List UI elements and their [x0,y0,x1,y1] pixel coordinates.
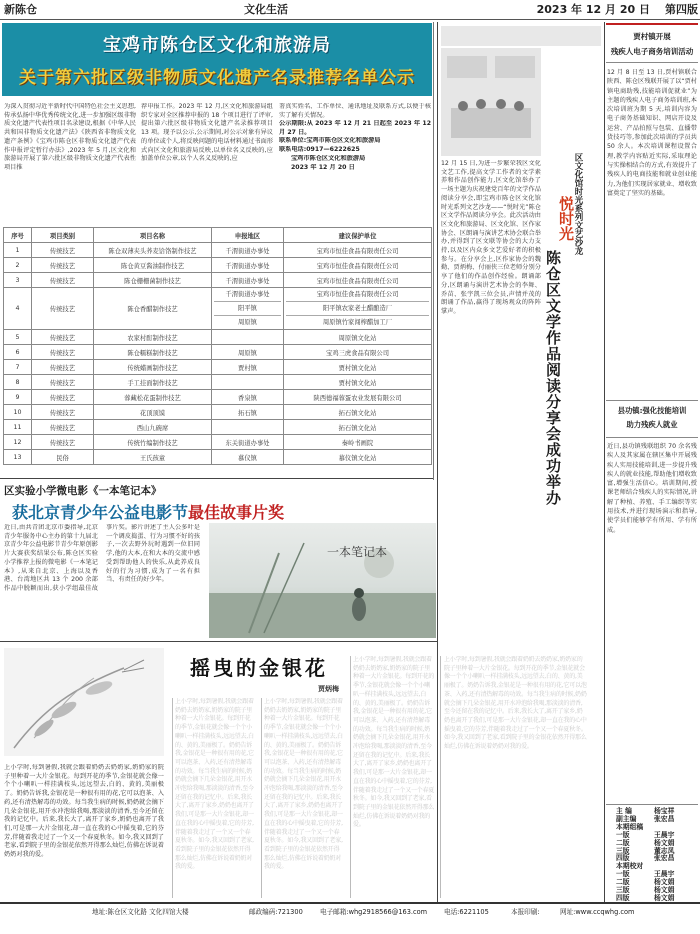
staff-role: 二版 [616,878,630,887]
table-cell: 千渭街道办事处 [212,243,284,258]
table-cell: 周原镇 [212,345,284,360]
section-name: 文化生活 [244,3,288,16]
table-row [4,420,432,435]
lead-banner [2,23,432,96]
table-cell: 8 [4,375,32,390]
col-header: 建议保护单位 [284,228,432,243]
notice-period: 公示期限:从 2023 年 12 月 21 日起至 2023 年 12 月 27 日。 [279,120,431,136]
staff-name: 杨文娟 [654,893,675,902]
table-cell [212,375,284,390]
staff-box [606,804,698,902]
table-cell: 陈仓双薄夹头荞麦饸饹制作技艺 [94,243,212,258]
table-cell: 民俗 [32,450,94,465]
lead-title-line2: 关于第六批区级非物质文化遗产名录推荐名单公示 [19,68,415,88]
footer-email: 电子邮箱:whg2918566@163.com [320,908,428,916]
staff-name: 张宏昌 [654,814,675,823]
table-cell: 传统蜡画制作技艺 [94,360,212,375]
table-cell: 宝鸡三虎食品有限公司 [284,345,432,360]
staff-role: 一版 [616,830,630,839]
paper-name: 新陈仓 [4,3,37,16]
table-cell: 7 [4,360,32,375]
table-cell: 农家村酊制作技艺 [94,330,212,345]
table-cell: 东关街道办事处 [212,435,284,450]
table-cell: 传统技艺 [32,375,94,390]
table-cell: 手工挂面制作技艺 [94,375,212,390]
table-row [4,360,432,375]
table-cell: 13 [4,450,32,465]
table-cell-line: 阳平镇 [214,301,281,315]
footer-address: 地址:陈仓区文化路 文化四馆大楼 [92,908,189,916]
table-cell: 5 [4,330,32,345]
footer [0,906,700,934]
poster-text: 一本笔记本 [327,545,388,559]
xianquan-title: 县功镇:强化技能培训 [617,406,687,415]
lead-body-col3-text: 署真实姓名、工作单位、通讯地址及联系方式,以便于核实了解有关情况。 [279,103,431,119]
table-cell-line: 千渭街道办事处 [225,291,270,298]
lead-body-col2: 荐申报工作。2023 年 12 月,区文化和旅游局组织专家对全区推荐申报的 18 个项目进行了评审,提出第六批区级非物质文化遗产名录推荐项目 13 项。现予以公示,公示期间,对公示对象有异议的单位或个人,将反映问题的电话材料通过书面形式向区文化和旅游局反映,以单位名义反映的,应加盖单位公章,以个人名义反映的,应 [141,103,273,163]
table-row [4,450,432,465]
table-cell [212,420,284,435]
table-cell: 西山九碗席 [94,420,212,435]
contact-unit: 联系单位:宝鸡市陈仓区文化和旅游局 [279,137,381,144]
lead-body-col3 [279,103,431,183]
table-cell-line: 周原镇竹家闯榨醋加工厂 [286,315,429,329]
staff-name: 杨宝祥 [654,807,675,815]
table-header-row [4,228,432,243]
flower-author: 贾炳梅 [318,685,339,693]
table-cell: 陈仓糯糕制作技艺 [94,345,212,360]
staff-role: 本期校对 [616,862,644,871]
table-cell: 周原镇文化站 [284,330,432,345]
masthead [0,0,700,20]
page-number: 第四版 [665,3,698,16]
table-row [4,273,432,288]
feature-photo-top [441,26,601,46]
table-cell: 6 [4,345,32,360]
table-row [4,330,432,345]
table-cell: 陕西德福蓉蛋农业发展有限公司 [284,390,432,405]
film-title-b: 最佳故事片奖 [188,503,285,522]
table-cell: 秦岭书画院 [284,435,432,450]
footer-postcode: 邮政编码:721300 [249,908,303,916]
staff-name: 张宏昌 [654,854,675,863]
table-cell: 拓石镇文化站 [284,405,432,420]
table-cell: 花顶顶馍 [94,405,212,420]
table-cell: 蓉藏松花蛋制作技艺 [94,390,212,405]
feature-title-red: 悦时光 [557,196,575,241]
jincai-body: 12 月 8 日至 13 日,贾村镇联合陕西、陈仓区残联开展了以“贾村镇电商助残,技能培训促就业”为主题的残疾人电子商务培训班,本次培训班为期 5 天,培训内容为电子商务基础知识、网店开设及运营、产品拍照与包装、直播带货技巧等,参加此次培训的学员共 50 余人。本次培训课程设置合理,教学内容贴近实际,采取理论与实操相结合的方式,有效提升了残疾人的电商技能和就业创业能力,为他们实现居家就业、增收致富奠定了坚实的基础。 [607,69,697,197]
issue-date: 2023 年 12 月 20 日 [536,3,650,16]
staff-name: 董志凤 [654,846,675,855]
table-cell-line: 阳平镇农家老土醋酿造厂 [286,301,429,315]
col-header: 项目类别 [32,228,94,243]
flower-decoration [4,648,164,756]
table-body [4,243,432,465]
table-cell: 传统技艺 [32,405,94,420]
table-row [4,288,432,330]
table-row [4,405,432,420]
xianquan-body: 近日,县功镇残联组织 70 余名残疾人及其家属在辖区集中开展残疾人实用技能培训,进一步提升残疾人的就业技能,帮助他们增收致富,增强生活信心。培训期间,授课老师结合残疾人的实际情况,讲解了种植、养殖、手工编织等实用技术,并进行现场演示和指导,使学员们能够学有所用、学有所成。 [607,443,697,534]
lead-title-line1: 宝鸡市陈仓区文化和旅游局 [103,35,331,56]
table-cell: 1 [4,243,32,258]
col-header: 申报地区 [212,228,284,243]
table-cell: 香泉镇 [212,390,284,405]
table-cell: 贾村镇 [212,360,284,375]
table-cell: 10 [4,405,32,420]
table-cell: 传统技艺 [32,345,94,360]
heritage-table [3,227,432,465]
flower-body: 上小学时,每到暑假,我就会跟着奶奶去奶奶家,奶奶家的院子里种着一大片金银花。每到开花的季节,金银花就会像一个个小喇叭一样挂满枝头,远远望去,白的、黄的,美丽极了。奶奶告诉我,金银花是一种很有用的花,它可以泡茶、入药,还有清热解毒的功效。每当我生病的时候,奶奶就会摘下几朵金银花,用开水冲泡给我喝,那淡淡的清香,至今还留在我的记忆中。后来,我长大了,离开了家乡,奶奶也离开了我们,可是那一大片金银花,却一直在我的心中摇曳着,它的芬芳,伴随着我走过了一个又一个春夏秋冬。如今,我又回到了老家,看到院子里的金银花依然开得那么灿烂,仿佛在诉说着奶奶对我的爱。 [4,764,164,859]
staff-role: 三版 [616,846,630,855]
lead-body-col1: 为深入贯彻习近平新时代中国特色社会主义思想,传承弘扬中华优秀传统文化,进一步加强区级非物质文化遗产代表性项目名录建设,根据《中华人民共和国非物质文化遗产法》《陕西省非物质文化遗产条例》《宝鸡市陈仓区非物质文化遗产代表作申报评定暂行办法》,2023 年 5 月,区文化和旅游局开展了第六批区级非物质文化遗产代表性项目推 [4,103,136,171]
table-cell: 慕仪镇文化站 [284,450,432,465]
table-cell: 宝鸡市恒佳食品有限责任公司 [284,273,432,288]
feature-body-ext [441,48,541,156]
col-header: 序号 [4,228,32,243]
flower-title: 摇曳的金银花 [190,656,328,680]
table-cell: 传统技艺 [32,330,94,345]
staff-name: 杨文娟 [654,886,675,895]
table-cell: 拓石镇 [212,405,284,420]
table-cell: 贾村镇文化站 [284,375,432,390]
feature-label: 区文化馆时光系列文艺沙龙 [573,153,583,255]
table-row [4,435,432,450]
table-cell: 宝鸡市恒佳食品有限责任公司 [284,258,432,273]
staff-list [606,805,698,903]
table-cell-line: 周原镇 [214,315,281,329]
table-cell: 陈仓黄豆酱油制作技艺 [94,258,212,273]
staff-role: 四版 [616,854,630,863]
staff-role: 三版 [616,886,630,895]
table-cell: 拓石镇文化站 [284,420,432,435]
table-cell: 4 [4,288,32,330]
staff-role: 四版 [616,893,630,902]
flower-illustration [4,648,164,756]
film-title [12,500,284,523]
table-cell: 3 [4,273,32,288]
flower-col5: 上小学时,每到暑假,我就会跟着奶奶去奶奶家,奶奶家的院子里种着一大片金银花。每到开花的季节,金银花就会像一个个小喇叭一样挂满枝头,远远望去,白的、黄的,美丽极了。奶奶告诉我,金银花是一种很有用的花,它可以泡茶、入药,还有清热解毒的功效。每当我生病的时候,奶奶就会摘下几朵金银花,用开水冲泡给我喝,那淡淡的清香,至今还留在我的记忆中。后来,我长大了,离开了家乡,奶奶也离开了我们,可是那一大片金银花,却一直在我的心中摇曳着,它的芬芳,伴随着我走过了一个又一个春夏秋冬。如今,我又回到了老家,看到院子里的金银花依然开得那么灿烂,仿佛在诉说着奶奶对我的爱。 [440,656,588,898]
film-title-a: 获北京青少年公益电影节 [12,503,189,522]
table-cell: 2 [4,258,32,273]
table-cell [212,288,284,330]
film-body: 近日,由共青团北京市委指导,北京青少年服务中心主办的第十九届北京青少年公益电影节青少年原创影片大赛获奖结果公布,陈仓区实验小学推荐上报的微电影《一本笔记本》,从来自北京、上海以及香港、台湾地区共 13 个 200 余部作品中脱颖而出,获小学组最佳故事片奖。影片讲述了主人公多叶是一个调皮捣蛋、行为习惯不好的孩子,一次去野外玩时遇到一位旧同学,他的大本,在和大本的交流中感受到帮助他人的快乐,从此养成良好的行为习惯,成为了一名有担当、有责任的好少年。 [4,524,200,592]
feature-photo [441,48,541,156]
table-cell [284,288,432,330]
feature-body: 12 月 15 日,为进一步繁荣我区文化文艺工作,提高文学工作者的文学素养和作品创作能力,区文化馆举办了一场主题为庆祝建党百年的文学作品阅读分享会,即宝鸡市陈仓区文化馆时光系列文艺沙龙——“悦时光”陈仓区文学作品阅读分享会。此次活动由区文化和旅游局、区文化馆、区作家协会、区朗诵与演讲艺术协会联合举办,并得到了区文联等协会的大力支持,以及区内众多文艺爱好者的积极参与。在分享会上,区作家协会的魏勤、贾炳梅、付丽侠三位老师分别分享了他们的作品创作经验。朗诵部分,区朗诵与演讲艺术协会的李舞、乔苗、张宇凯三位会员,声情并茂的朗诵了作品,赢得了现场观众的阵阵掌声。 [441,160,541,315]
film-kicker: 区实验小学微电影《一本笔记本》 [4,485,162,497]
jincai-subtitle: 残疾人电子商务培训活动 [610,47,694,56]
footer-phone: 电话:6221105 [444,908,489,916]
staff-name: 杨文娟 [654,838,675,847]
table-cell: 11 [4,420,32,435]
footer-website: 网址:www.ccqwhg.com [560,908,635,916]
table-cell: 传统技艺 [32,390,94,405]
staff-name: 杨文娟 [654,878,675,887]
staff-role: 二版 [616,838,630,847]
table-cell: 9 [4,390,32,405]
xianquan-title-bar [606,400,698,438]
table-row [4,243,432,258]
table-cell: 传统技艺 [32,360,94,375]
table-row [4,390,432,405]
contact-phone: 联系电话:0917—6222625 [279,146,360,153]
staff-role: 副主编 [616,814,637,823]
table-cell: 陈仓栅栅菌制作技艺 [94,273,212,288]
table-cell: 传统技艺 [32,258,94,273]
table-cell [212,330,284,345]
table-row [4,375,432,390]
table-cell: 传统竹编制作技艺 [94,435,212,450]
jincai-title-bar [606,23,698,63]
staff-role: 一版 [616,870,630,879]
table-cell: 陈仓香醋制作技艺 [94,288,212,330]
table-cell: 传统技艺 [32,243,94,258]
sign-date: 2023 年 12 月 20 日 [291,164,355,171]
poster-illustration [209,523,436,638]
flower-col3: 上小学时,每到暑假,我就会跟着奶奶去奶奶家,奶奶家的院子里种着一大片金银花。每到开花的季节,金银花就会像一个个小喇叭一样挂满枝头,远远望去,白的、黄的,美丽极了。奶奶告诉我,金银花是一种很有用的花,它可以泡茶、入药,还有清热解毒的功效。每当我生病的时候,奶奶就会摘下几朵金银花,用开水冲泡给我喝,那淡淡的清香,至今还留在我的记忆中。后来,我长大了,离开了家乡,奶奶也离开了我们,可是那一大片金银花,却一直在我的心中摇曳着,它的芬芳,伴随着我走过了一个又一个春夏秋冬。如今,我又回到了老家,看到院子里的金银花依然开得那么灿烂,仿佛在诉说着奶奶对我的爱。 [261,698,345,898]
heritage-table-wrap [3,227,432,465]
jincai-title: 贾村镇开展 [633,32,671,41]
footer-print: 本报印刷: [511,908,540,916]
table-cell-line: 宝鸡市恒佳食品有限责任公司 [316,291,399,298]
feature-title-black: 陈仓区文学作品阅读分享会成功举办 [544,250,562,506]
flower-col2: 上小学时,每到暑假,我就会跟着奶奶去奶奶家,奶奶家的院子里种着一大片金银花。每到开花的季节,金银花就会像一个个小喇叭一样挂满枝头,远远望去,白的、黄的,美丽极了。奶奶告诉我,金银花是一种很有用的花,它可以泡茶、入药,还有清热解毒的功效。每当我生病的时候,奶奶就会摘下几朵金银花,用开水冲泡给我喝,那淡淡的清香,至今还留在我的记忆中。后来,我长大了,离开了家乡,奶奶也离开了我们,可是那一大片金银花,却一直在我的心中摇曳着,它的芬芳,伴随着我走过了一个又一个春夏秋冬。如今,我又回到了老家,看到院子里的金银花依然开得那么灿烂,仿佛在诉说着奶奶对我的爱。 [172,698,256,898]
table-cell: 传统技艺 [32,435,94,450]
table-row [4,258,432,273]
table-cell: 传统技艺 [32,420,94,435]
table-cell: 传统技艺 [32,273,94,288]
staff-role: 主 编 [616,807,632,815]
table-row [4,345,432,360]
table-cell: 千渭街道办事处 [212,273,284,288]
table-cell: 王氏孩童 [94,450,212,465]
flower-col4: 上小学时,每到暑假,我就会跟着奶奶去奶奶家,奶奶家的院子里种着一大片金银花。每到开花的季节,金银花就会像一个个小喇叭一样挂满枝头,远远望去,白的、黄的,美丽极了。奶奶告诉我,金银花是一种很有用的花,它可以泡茶、入药,还有清热解毒的功效。每当我生病的时候,奶奶就会摘下几朵金银花,用开水冲泡给我喝,那淡淡的清香,至今还留在我的记忆中。后来,我长大了,离开了家乡,奶奶也离开了我们,可是那一大片金银花,却一直在我的心中摇曳着,它的芬芳,伴随着我走过了一个又一个春夏秋冬。如今,我又回到了老家,看到院子里的金银花依然开得那么灿烂,仿佛在诉说着奶奶对我的爱。 [350,656,435,898]
table-cell: 千渭街道办事处 [212,258,284,273]
table-cell: 贾村镇文化站 [284,360,432,375]
staff-name: 王晨宇 [654,830,675,839]
staff-name: 王晨宇 [654,870,675,879]
table-cell: 12 [4,435,32,450]
staff-role: 本期组稿 [616,822,644,831]
table-cell: 传统技艺 [32,288,94,330]
table-cell: 宝鸡市恒佳食品有限责任公司 [284,243,432,258]
table-cell: 慕仪镇 [212,450,284,465]
xianquan-subtitle: 助力残疾人就业 [626,420,678,429]
col-header: 项目名称 [94,228,212,243]
signature: 宝鸡市陈仓区文化和旅游局 [291,155,366,162]
film-poster [209,523,436,638]
